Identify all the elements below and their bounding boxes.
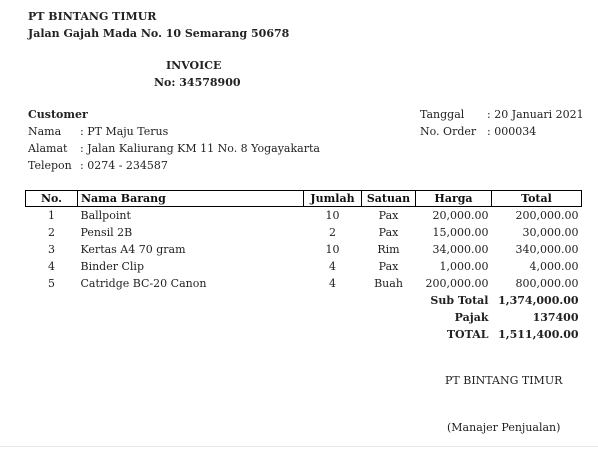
signature-company: PT BINTANG TIMUR [445,374,563,387]
customer-name-value: : PT Maju Terus [80,125,169,138]
row-quantity: 10 [325,209,340,222]
table-header-row [26,191,582,207]
customer-phone-label: Telepon [28,159,72,172]
date-label: Tanggal [420,108,465,121]
table-row [26,241,582,258]
customer-address-label: Alamat [28,142,68,155]
row-unit: Buah [374,277,403,290]
subtotal-label: Sub Total [430,294,489,307]
order-number-value: : 000034 [487,125,537,138]
row-unit: Rim [377,243,400,256]
grand-total-row [26,326,582,343]
row-price: 15,000.00 [432,226,489,239]
customer-heading: Customer [28,108,88,121]
row-no: 4 [48,260,55,273]
row-item-name: Pensil 2B [80,226,133,239]
row-price: 20,000.00 [432,209,489,222]
row-total: 340,000.00 [515,243,579,256]
row-quantity: 10 [325,243,340,256]
row-item-name: Ballpoint [80,209,131,222]
tax-label: Pajak [454,311,489,324]
page-bottom-divider [0,446,598,447]
row-total: 30,000.00 [522,226,579,239]
subtotal-row [26,292,582,309]
header-total: Total [492,191,582,207]
row-total: 200,000.00 [515,209,579,222]
customer-address-value: : Jalan Kaliurang KM 11 No. 8 Yogayakarta [80,142,320,155]
grand-total-label: TOTAL [446,328,489,341]
company-address: Jalan Gajah Mada No. 10 Semarang 50678 [28,27,290,40]
grand-total-value: 1,511,400.00 [498,328,579,341]
table-row [26,258,582,275]
table-row [26,275,582,292]
row-no: 5 [48,277,55,290]
header-item-name: Nama Barang [78,191,304,207]
items-table [25,190,582,343]
row-unit: Pax [378,209,399,222]
row-no: 1 [48,209,55,222]
row-unit: Pax [378,226,399,239]
header-unit: Satuan [362,191,416,207]
header-no: No. [26,191,78,207]
table-row [26,207,582,225]
customer-name-label: Nama [28,125,62,138]
row-price: 34,000.00 [432,243,489,256]
tax-row [26,309,582,326]
order-number-label: No. Order [420,125,477,138]
table-row [26,224,582,241]
invoice-number: No: 34578900 [154,76,241,89]
row-price: 200,000.00 [425,277,489,290]
row-quantity: 4 [329,260,336,273]
row-item-name: Binder Clip [80,260,144,273]
date-value: : 20 Januari 2021 [487,108,584,121]
customer-phone-value: : 0274 - 234587 [80,159,168,172]
row-no: 3 [48,243,55,256]
subtotal-value: 1,374,000.00 [498,294,579,307]
row-no: 2 [48,226,55,239]
row-item-name: Kertas A4 70 gram [80,243,186,256]
company-name: PT BINTANG TIMUR [28,10,157,23]
row-total: 4,000.00 [529,260,579,273]
invoice-title: INVOICE [166,59,222,72]
header-quantity: Jumlah [304,191,362,207]
row-quantity: 2 [329,226,336,239]
row-total: 800,000.00 [515,277,579,290]
header-price: Harga [416,191,492,207]
tax-value: 137400 [532,311,579,324]
row-item-name: Catridge BC-20 Canon [80,277,207,290]
signature-position: (Manajer Penjualan) [447,421,561,434]
row-quantity: 4 [329,277,336,290]
row-price: 1,000.00 [439,260,489,273]
row-unit: Pax [378,260,399,273]
